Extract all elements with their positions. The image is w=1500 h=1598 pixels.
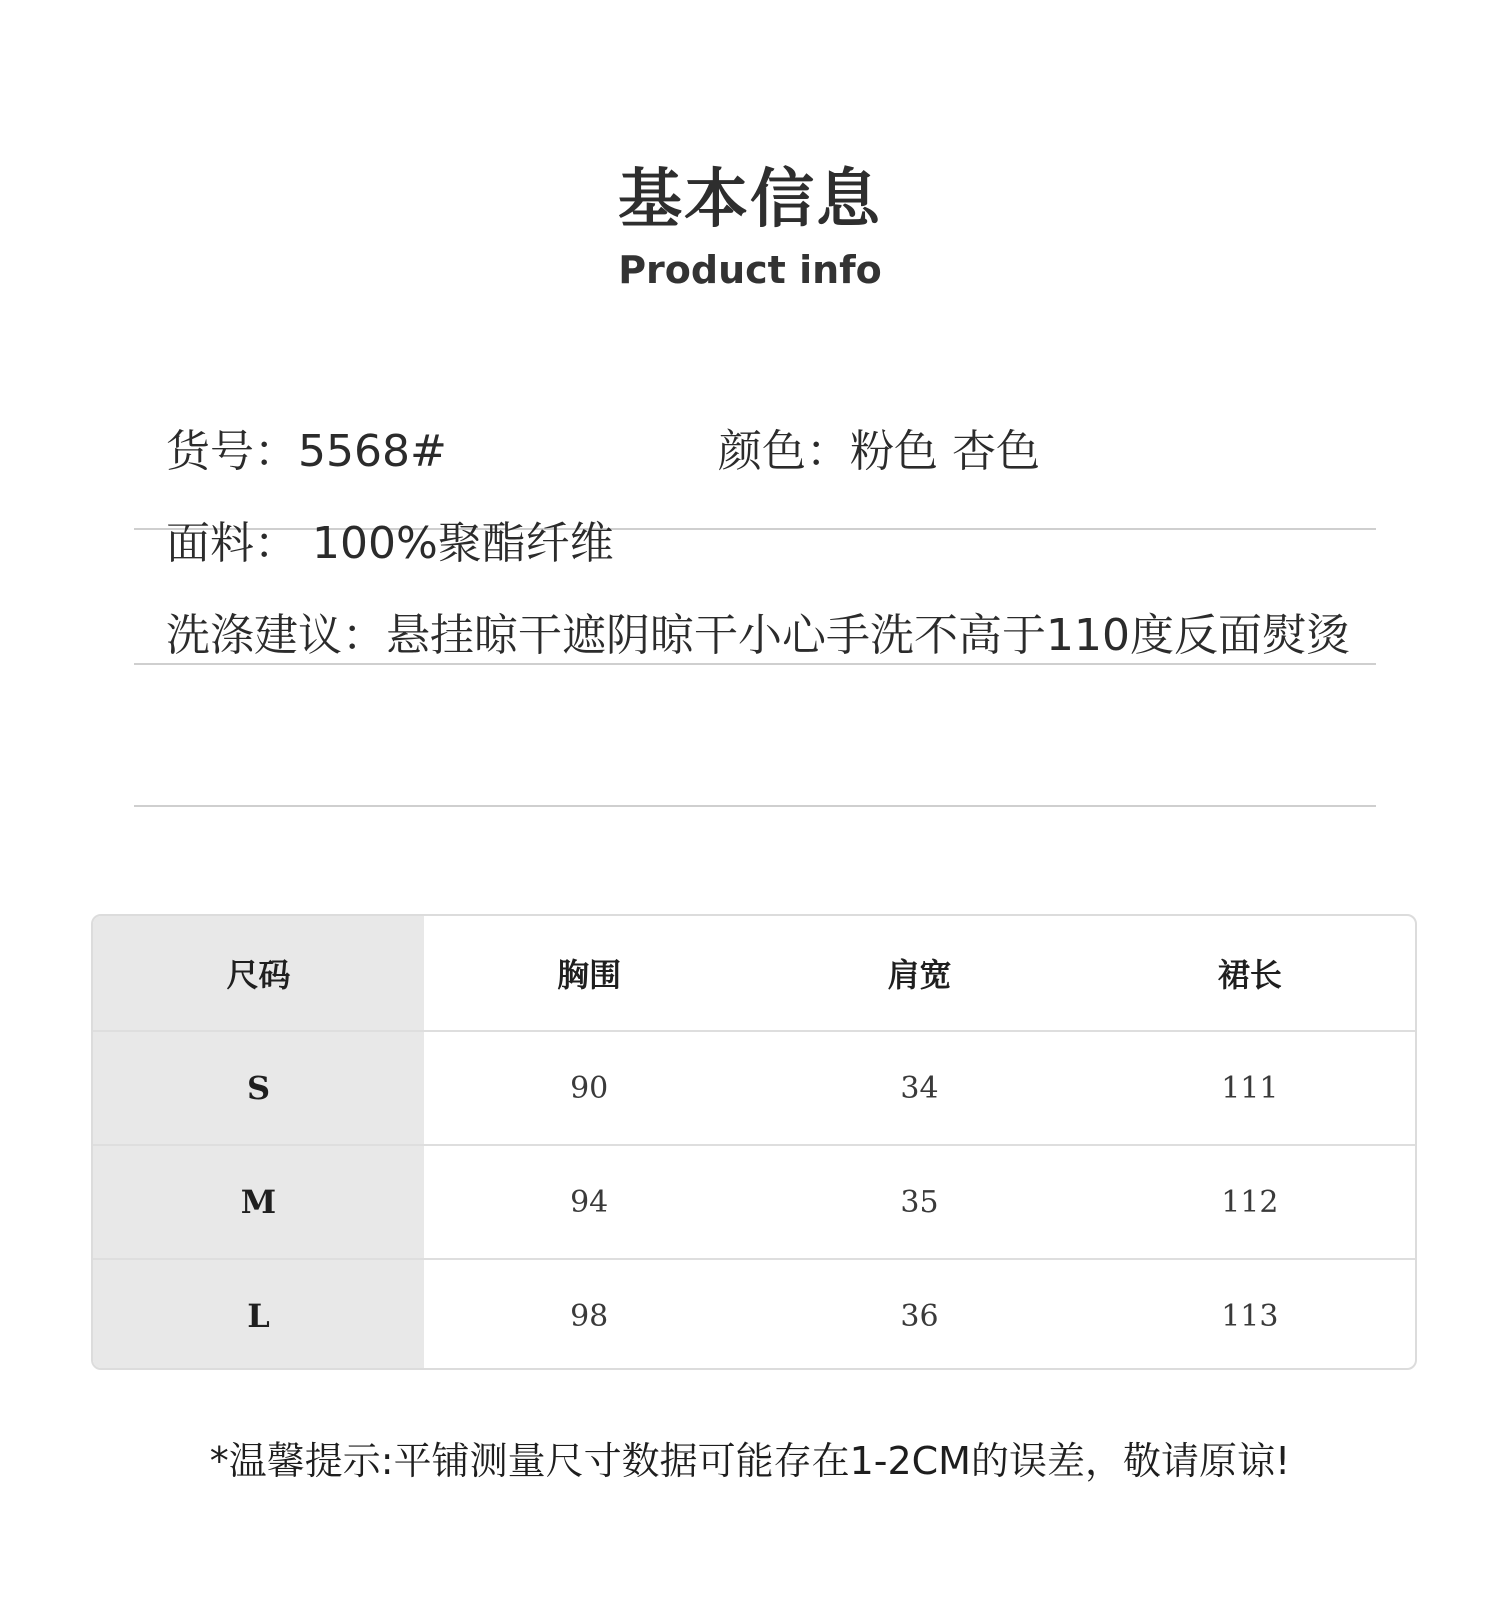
divider — [134, 805, 1376, 807]
table-row — [93, 1259, 1415, 1370]
fabric-info: 面料： 100%聚酯纤维 — [166, 518, 614, 569]
shoulder-cell: 34 — [754, 1031, 1084, 1145]
washing-info: 洗涤建议：悬挂晾干遮阴晾干小心手洗不高于110度反面熨烫 — [166, 610, 1350, 661]
bust-cell: 94 — [424, 1145, 754, 1259]
color-info: 颜色：粉色 杏色 — [718, 426, 1040, 477]
length-cell: 111 — [1085, 1031, 1415, 1145]
measurement-tip: *温馨提示:平铺测量尺寸数据可能存在1-2CM的误差，敬请原谅! — [209, 1439, 1291, 1483]
size-cell: S — [93, 1031, 424, 1145]
length-cell: 113 — [1221, 1298, 1279, 1334]
header-length: 裙长 — [1085, 916, 1415, 1031]
item-number: 货号：5568# — [166, 426, 447, 477]
size-cell: L — [93, 1259, 424, 1370]
header-bust: 胸围 — [424, 916, 754, 1031]
shoulder-cell: 35 — [754, 1145, 1084, 1259]
table-row — [93, 1145, 1415, 1259]
header-size: 尺码 — [93, 916, 424, 1031]
bust-cell: 98 — [570, 1298, 609, 1334]
divider — [134, 663, 1376, 665]
page-subtitle: Product info — [618, 248, 882, 292]
size-cell: M — [93, 1145, 424, 1259]
size-table — [91, 914, 1417, 1370]
table-row — [93, 1031, 1415, 1145]
shoulder-cell: 36 — [900, 1298, 939, 1334]
bust-cell: 90 — [424, 1031, 754, 1145]
table-header-row — [93, 916, 1415, 1031]
header-shoulder: 肩宽 — [754, 916, 1084, 1031]
length-cell: 112 — [1085, 1145, 1415, 1259]
page-title: 基本信息 — [618, 162, 882, 237]
